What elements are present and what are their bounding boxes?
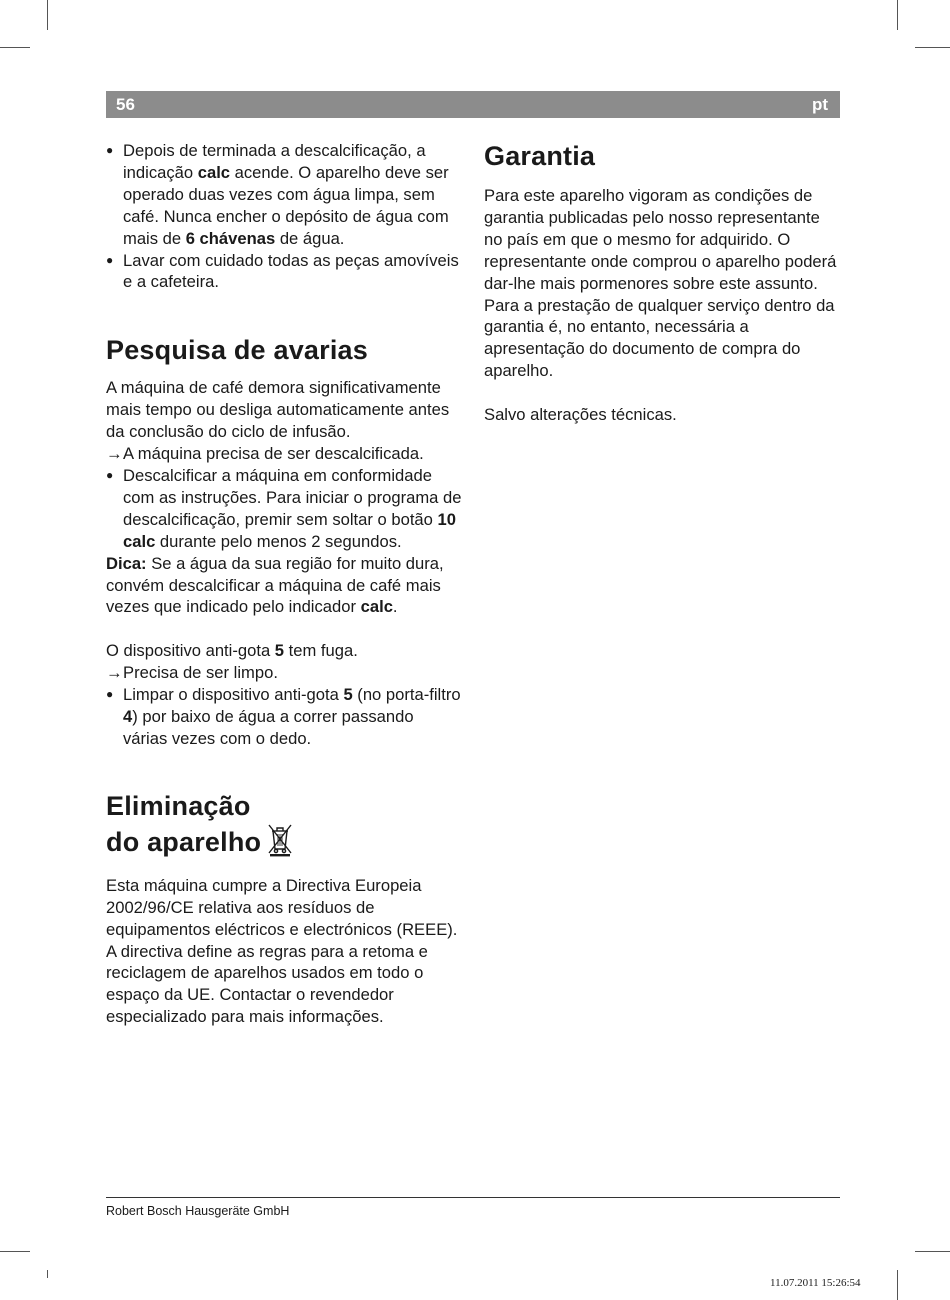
crop-mark [897, 0, 898, 30]
problem-text: O dispositivo anti-gota 5 tem fuga. [106, 641, 358, 661]
section-title-warranty: Garantia [484, 141, 596, 171]
arrow-right-icon: → [106, 444, 123, 464]
arrow-right-icon: → [106, 663, 123, 683]
crop-mark [897, 1270, 898, 1300]
remedy-list [106, 684, 462, 750]
warranty-text: Para este aparelho vigoram as condições de garantia publicadas pelo nosso representante no país em que o mesmo for adquirido. O representante onde comprou o aparelho poderá dar-lhe mais pormenores sobre este assunto. Para a prestação de qualquer serviço dentro da garantia é, no entanto, necessária a apresentação do documento de compra do aparelho. [484, 186, 837, 381]
inline-bold: 5 [343, 685, 353, 705]
footer-divider [106, 1197, 840, 1198]
crossed-out-bin-icon [267, 823, 293, 865]
crop-mark [0, 1251, 30, 1252]
crop-mark [47, 0, 48, 30]
list-item: ● Limpar o dispositivo anti-gota 5 (no porta-filtro 4) por baixo de água a correr passando várias vezes com o dedo. [106, 684, 462, 750]
language-code: pt [811, 95, 828, 114]
disposal-text: Esta máquina cumpre a Directiva Europeia 2002/96/CE relativa aos resíduos de equipamentos eléctricos e electrónicos (REEE). A directiva define as regras para a retoma e reciclagem de aparelhos usados em todo o espaço da UE. Contactar o revendedor especializado para mais informações. [106, 875, 458, 1027]
problem-text: A máquina de café demora significativamente mais tempo ou desliga automaticamente antes da conclusão do ciclo de infusão. [106, 378, 450, 442]
crop-mark [915, 1251, 950, 1252]
footer-company: Robert Bosch Hausgeräte GmbH [106, 1204, 290, 1218]
inline-bold: 10 calc [123, 509, 456, 551]
cause-line: → A máquina precisa de ser descalcificada. [106, 444, 424, 464]
inline-bold: calc [197, 162, 231, 182]
list-item: ● Lavar com cuidado todas as peças amovíveis e a cafeteira. [106, 250, 462, 294]
page-header-bar [106, 91, 840, 118]
remedy-list [106, 465, 462, 553]
cause-line: → Precisa de ser limpo. [106, 663, 278, 683]
intro-bullet-list [106, 140, 462, 293]
inline-bold: calc [360, 597, 393, 617]
section-title-troubleshooting: Pesquisa de avarias [106, 335, 368, 366]
right-column [484, 140, 840, 426]
crop-mark [47, 1270, 48, 1278]
tip-text: Dica: Se a água da sua região for muito dura, convém descalcificar a máquina de café mais vezes que indicado pelo indicador calc. [106, 553, 444, 617]
page-number: 56 [116, 95, 135, 114]
crop-mark [0, 47, 30, 48]
section-title-disposal: Eliminação do aparelho [106, 790, 462, 865]
print-timestamp: 11.07.2011 15:26:54 [770, 1277, 861, 1289]
list-item: ● Depois de terminada a descalcificação, a indicação calc acende. O aparelho deve ser operado duas vezes com água limpa, sem café. Nunca encher o depósito de água com mais de 6 chávenas de água. [106, 140, 462, 250]
list-item: ● Descalcificar a máquina em conformidade com as instruções. Para iniciar o programa de descalcificação, premir sem soltar o botão 10 calc durante pelo menos 2 segundos. [106, 465, 462, 553]
crop-mark [915, 47, 950, 48]
technical-changes-note: Salvo alterações técnicas. [484, 405, 677, 425]
inline-bold: 6 chávenas [185, 228, 276, 248]
tip-label: Dica: [106, 553, 147, 573]
inline-bold: 4 [123, 707, 133, 727]
inline-bold: 5 [274, 641, 285, 661]
left-column [106, 140, 462, 1028]
